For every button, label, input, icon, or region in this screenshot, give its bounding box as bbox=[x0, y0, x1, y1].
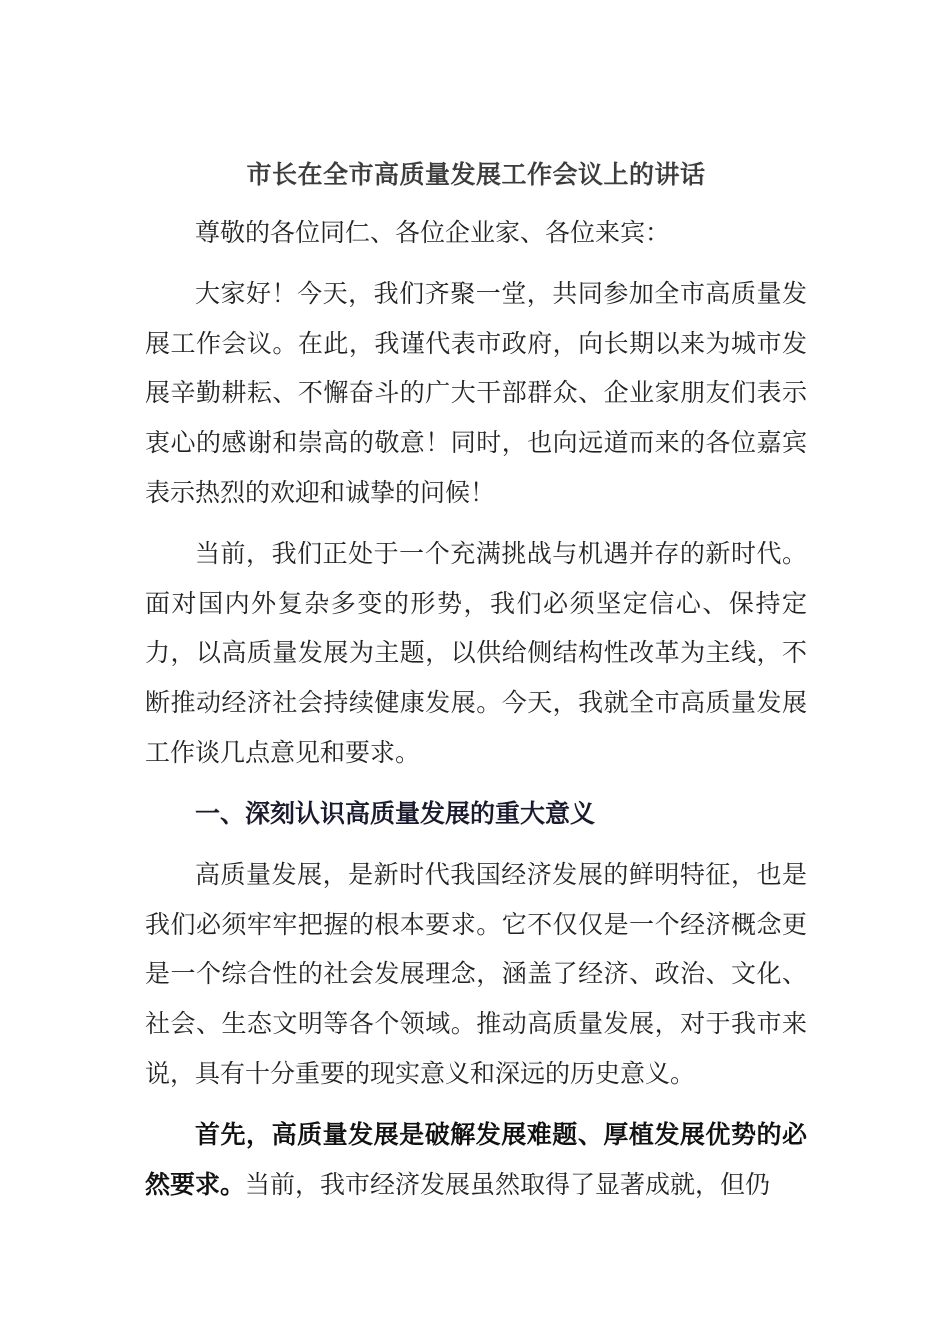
section-paragraph: 高质量发展，是新时代我国经济发展的鲜明特征，也是我们必须牢牢把握的根本要求。它不仅仅是一个经济概念更是一个综合性的社会发展理念，涵盖了经济、政治、文化、社会、生态文明等各个领域。推动高质量发展，对于我市来说，具有十分重要的现实意义和深远的历史意义。 bbox=[145, 859, 807, 1088]
salutation: 尊敬的各位同仁、各位企业家、各位来宾： bbox=[195, 218, 671, 247]
point-text: 当前，我市经济发展虽然取得了显著成就，但仍 bbox=[245, 1169, 771, 1199]
point-paragraph bbox=[145, 1110, 807, 1210]
paragraph-opening: 大家好！今天，我们齐聚一堂，共同参加全市高质量发展工作会议。在此，我谨代表市政府，向长期以来为城市发展辛勤耕耘、不懈奋斗的广大干部群众、企业家朋友们表示衷心的感谢和崇高的敬意！同时，也向远道而来的各位嘉宾表示热烈的欢迎和诚挚的问候！ bbox=[145, 278, 807, 507]
document-body bbox=[145, 150, 807, 1220]
document-title: 市长在全市高质量发展工作会议上的讲话 bbox=[246, 160, 706, 189]
point-lead: 首先，高质量发展是破解发展难题、厚植发展优势的必然要求。 bbox=[145, 1119, 807, 1199]
section-heading: 一、深刻认识高质量发展的重大意义 bbox=[195, 798, 596, 828]
paragraph-context: 当前，我们正处于一个充满挑战与机遇并存的新时代。面对国内外复杂多变的形势，我们必须坚定信心、保持定力，以高质量发展为主题，以供给侧结构性改革为主线，不断推动经济社会持续健康发展。今天，我就全市高质量发展工作谈几点意见和要求。 bbox=[145, 538, 807, 767]
